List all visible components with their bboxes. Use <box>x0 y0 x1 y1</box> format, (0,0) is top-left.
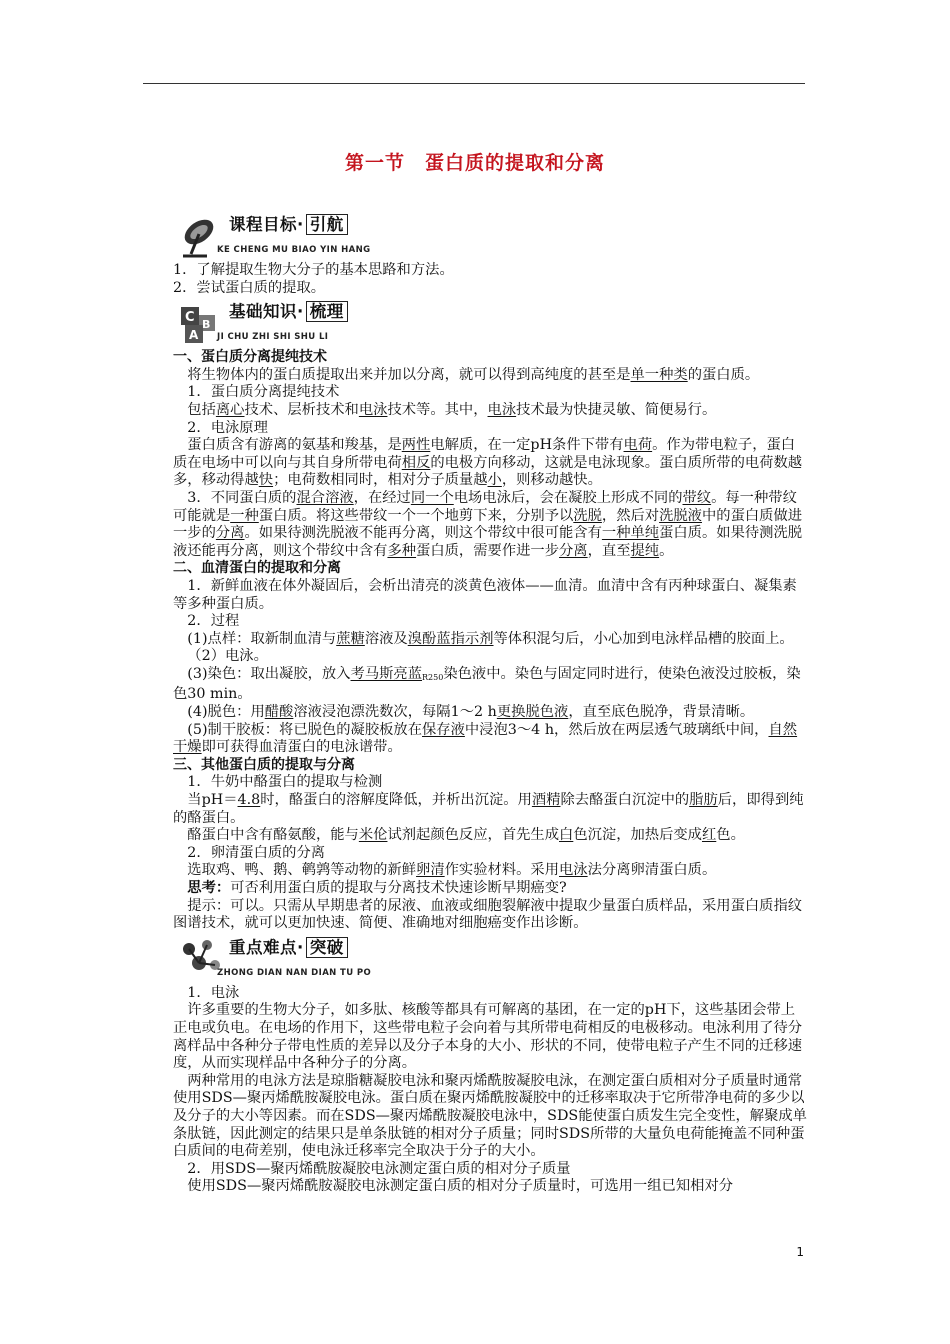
subheading: 1．蛋白质分离提纯技术 <box>187 384 340 401</box>
banner-pinyin: JI CHU ZHI SHI SHU LI <box>217 332 329 343</box>
banner-title: 课程目标· <box>229 215 304 234</box>
svg-text:A: A <box>189 328 199 343</box>
subheading: 1．电泳 <box>187 984 240 1001</box>
paragraph: 选取鸡、鸭、鹅、鹌鹑等动物的新鲜卵清作实验材料。采用电泳法分离卵清蛋白质。 <box>187 862 717 879</box>
banner-basic-knowledge <box>177 299 809 347</box>
banner-pinyin: KE CHENG MU BIAO YIN HANG <box>217 245 371 255</box>
paragraph: (3)染色：取出凝胶，放入考马斯亮蓝R250染色液中。染色与固定同时进行，使染色液没过胶板，染色30 min。 <box>173 665 801 703</box>
subheading: 1．牛奶中酪蛋白的提取与检测 <box>187 774 383 791</box>
paragraph: 包括离心技术、层析技术和电泳技术等。其中，电泳技术最为快捷灵敏、简便易行。 <box>187 401 717 418</box>
document-body <box>173 210 809 1196</box>
banner-course-goals <box>177 212 809 260</box>
subheading: 2．用SDS—聚丙烯酰胺凝胶电泳测定蛋白质的相对分子质量 <box>187 1160 571 1177</box>
header-rule <box>143 83 805 84</box>
paragraph: 3．不同蛋白质的混合溶液，在经过同一个电场电泳后，会在凝胶上形成不同的带纹。每一种带纹可能就是一种蛋白质。将这些带纹一个一个地剪下来，分别予以洗脱，然后对洗脱液中的蛋白质做进一步的分离。如果待测洗脱液不能再分离，则这个带纹中很可能含有一种单纯蛋白质。如果待测洗脱液还能再分离，则这个带纹中含有多种蛋白质，需要作进一步分离，直至提纯。 <box>173 489 803 559</box>
banner-title: 基础知识· <box>229 302 304 322</box>
paragraph: （2）电泳。 <box>187 648 268 665</box>
svg-text:B: B <box>202 318 211 332</box>
think-question: 思考：可否利用蛋白质的提取与分离技术快速诊断早期癌变? <box>187 880 567 896</box>
think-hint: 提示：可以。只需从早期患者的尿液、血液或细胞裂解液中提取少量蛋白质样品，采用蛋白质指纹图谱技术，就可以更加快速、简便、准确地对细胞癌变作出诊断。 <box>173 897 803 932</box>
banner-title-boxed: 引航 <box>306 214 348 235</box>
paragraph: (1)点样：取新制血清与蔗糖溶液及溴酚蓝指示剂等体积混匀后，小心加到电泳样品槽的胶面上。 <box>187 630 794 647</box>
paragraph: 当pH＝4.8时，酪蛋白的溶解度降低，并析出沉淀。用酒精除去酪蛋白沉淀中的脂肪后，即得到纯的酪蛋白。 <box>173 792 804 826</box>
paragraph: 酪蛋白中含有酪氨酸，能与米伦试剂起颜色反应，首先生成白色沉淀，加热后变成红色。 <box>187 827 745 844</box>
paragraph: (4)脱色：用醋酸溶液浸泡漂洗数次，每隔1～2 h更换脱色液，直至底色脱净，背景清晰。 <box>187 704 755 721</box>
paragraph: 使用SDS—聚丙烯酰胺凝胶电泳测定蛋白质的相对分子质量时，可选用一组已知相对分 <box>187 1178 734 1195</box>
section-heading: 三、其他蛋白质的提取与分离 <box>173 756 355 773</box>
banner-key-points <box>177 935 809 983</box>
goal-1: 1．了解提取生物大分子的基本思路和方法。 <box>173 262 454 278</box>
svg-text:C: C <box>185 310 195 326</box>
paragraph: 1．新鲜血液在体外凝固后，会析出清亮的淡黄色液体——血清。血清中含有丙种球蛋白、凝集素等多种蛋白质。 <box>173 577 797 612</box>
goal-2: 2．尝试蛋白质的提取。 <box>173 279 326 296</box>
section-heading: 二、血清蛋白的提取和分离 <box>173 560 341 577</box>
paragraph: 许多重要的生物大分子，如多肽、核酸等都具有可解离的基团，在一定的pH下，这些基团会带上正电或负电。在电场的作用下，这些带电粒子会向着与其所带电荷相反的电极移动。电泳利用了待分离样品中各种分子带电性质的差异以及分子本身的大小、形状的不同，使带电粒子产生不同的迁移速度，从而实现样品中各种分子的分离。 <box>173 1002 803 1072</box>
banner-title-boxed: 梳理 <box>306 301 348 322</box>
section-heading: 一、蛋白质分离提纯技术 <box>173 349 327 366</box>
page-number: 1 <box>796 1245 804 1259</box>
banner-title-boxed: 突破 <box>306 937 348 958</box>
page-title: 第一节 蛋白质的提取和分离 <box>344 152 605 174</box>
subheading: 2．卵清蛋白质的分离 <box>187 844 326 861</box>
paragraph: 将生物体内的蛋白质提取出来并加以分离，就可以得到高纯度的甚至是单一种类的蛋白质。 <box>187 366 760 383</box>
banner-pinyin: ZHONG DIAN NAN DIAN TU PO <box>217 967 372 978</box>
subheading: 2．过程 <box>187 613 240 630</box>
paragraph: 两种常用的电泳方法是琼脂糖凝胶电泳和聚丙烯酰胺凝胶电泳，在测定蛋白质相对分子质量时通常使用SDS—聚丙烯酰胺凝胶电泳。蛋白质在聚丙烯酰胺凝胶中的迁移率取决于它所带净电荷的多少以及分子的大小等因素。而在SDS—聚丙烯酰胺凝胶电泳中，SDS能使蛋白质发生完全变性，解聚成单条肽链，因此测定的结果只是单条肽链的相对分子质量；同时SDS所带的大量负电荷能掩盖不同种蛋白质间的电荷差别，使电泳迁移率完全取决于分子的大小。 <box>173 1072 807 1160</box>
paragraph: (5)制干胶板：将已脱色的凝胶板放在保存液中浸泡3～4 h，然后放在两层透气玻璃纸中间，自然干燥即可获得血清蛋白的电泳谱带。 <box>173 721 798 756</box>
subheading: 2．电泳原理 <box>187 419 268 436</box>
paragraph: 蛋白质含有游离的氨基和羧基，是两性电解质，在一定pH条件下带有电荷。作为带电粒子，蛋白质在电场中可以向与其自身所带电荷相反的电极方向移动，这就是电泳现象。蛋白质所带的电荷数越多，移动得越快；电荷数相同时，相对分子质量越小，则移动越快。 <box>173 437 803 489</box>
banner-title: 重点难点· <box>229 937 304 957</box>
